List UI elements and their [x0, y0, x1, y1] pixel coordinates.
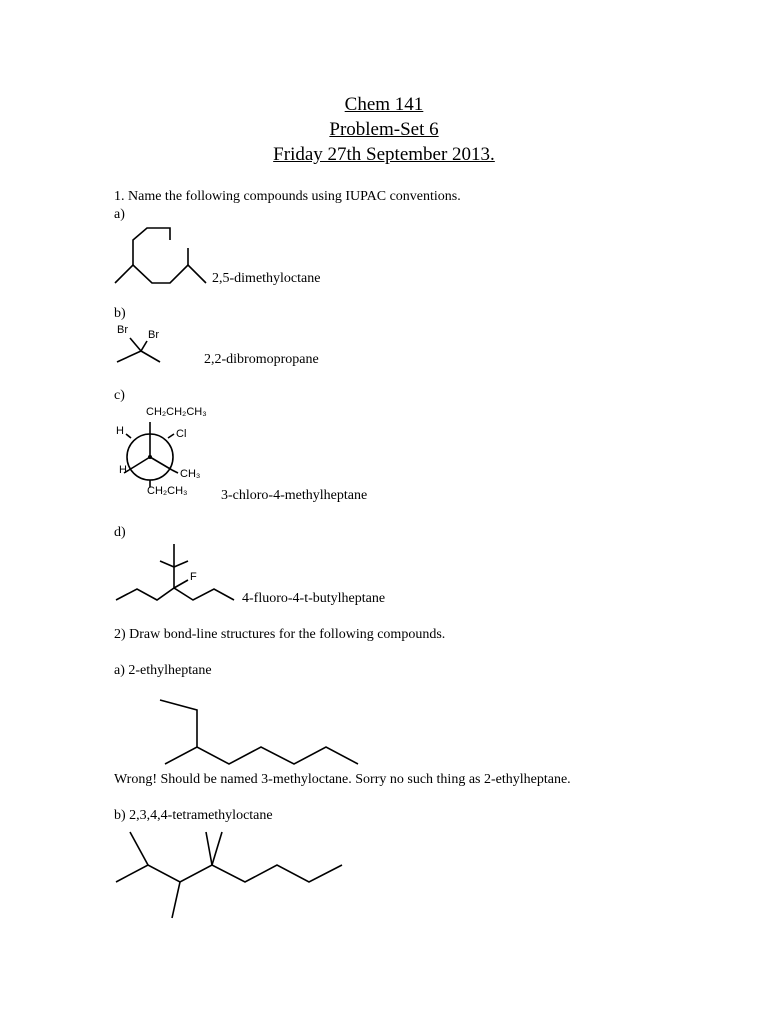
problem-set-title: Problem-Set 6	[329, 119, 439, 140]
q1d-label: d)	[114, 525, 126, 540]
q1b-label: b)	[114, 306, 126, 321]
q2-prompt: 2) Draw bond-line structures for the following compounds.	[114, 627, 446, 642]
q1b-br-right: Br	[148, 329, 159, 341]
q1d-answer: 4-fluoro-4-t-butylheptane	[242, 591, 386, 606]
q1c-answer: 3-chloro-4-methylheptane	[221, 488, 368, 503]
q2a-note: Wrong! Should be named 3-methyloctane. Sorry no such thing as 2-ethylheptane.	[114, 772, 571, 787]
q1c-label: c)	[114, 388, 125, 403]
q1c-h-upper: H	[116, 425, 124, 437]
q2a-label: a) 2-ethylheptane	[114, 663, 212, 678]
q1b-answer: 2,2-dibromopropane	[204, 352, 319, 367]
q1c-ch3: CH₃	[180, 468, 201, 480]
q1a-answer: 2,5-dimethyloctane	[212, 271, 321, 286]
q1-prompt: 1. Name the following compounds using IUPAC conventions.	[114, 189, 461, 204]
course-title: Chem 141	[344, 94, 424, 115]
q1d-f: F	[190, 571, 197, 583]
q1c-h-lower: H	[119, 464, 127, 476]
q1b-br-left: Br	[117, 324, 128, 336]
q1a-label: a)	[114, 207, 125, 222]
q1c-cl: Cl	[176, 428, 187, 440]
q2b-label: b) 2,3,4,4-tetramethyloctane	[114, 808, 273, 823]
q1c-top-substituent: CH₂CH₂CH₃	[146, 406, 207, 418]
date-title: Friday 27th September 2013.	[273, 144, 495, 165]
q1c-bottom-substituent: CH₂CH₃	[147, 485, 188, 497]
